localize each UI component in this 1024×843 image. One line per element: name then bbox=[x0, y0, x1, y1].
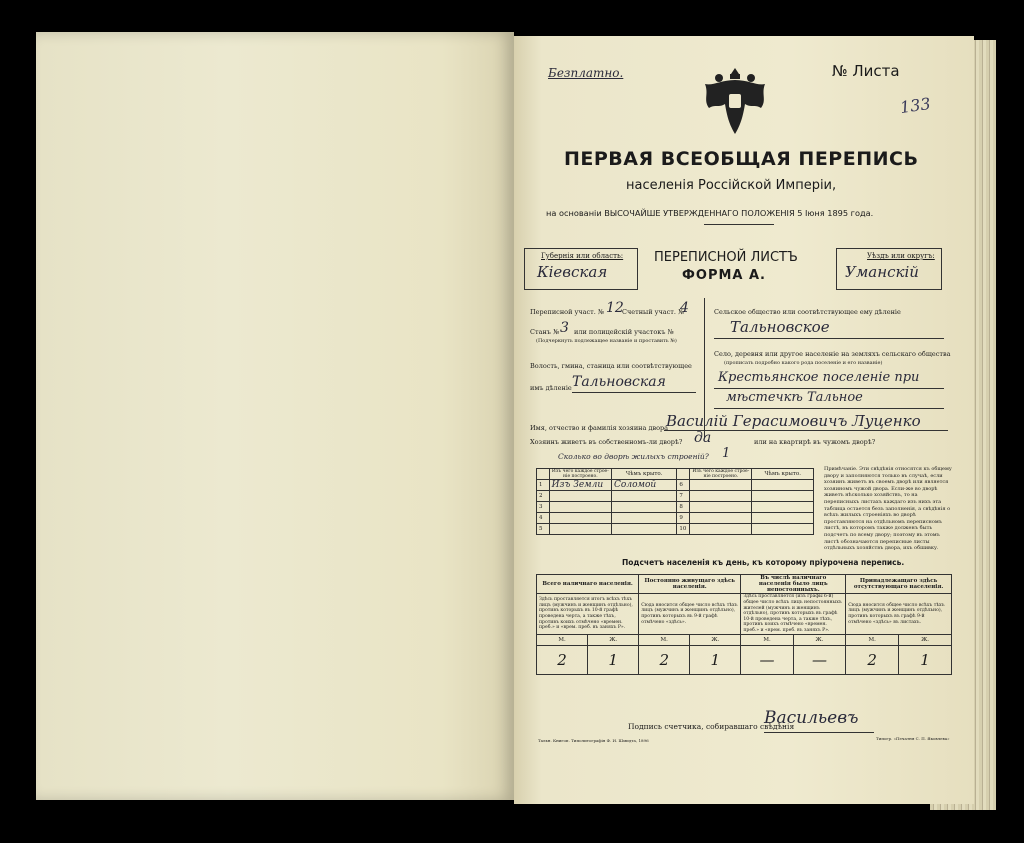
present-male-count: 2 bbox=[537, 646, 588, 675]
temporary-male-count: — bbox=[741, 646, 793, 675]
signature-label: Подпись счетчика, собиравшаго свѣдѣнія bbox=[628, 722, 795, 731]
male-header: М. bbox=[741, 635, 793, 646]
totals-header-temporary: Въ числѣ наличнаго населенія было лицъ непостоянныхъ. bbox=[741, 575, 846, 594]
absent-male-count: 2 bbox=[846, 646, 899, 675]
row-number: 5 bbox=[537, 524, 550, 535]
female-header: Ж. bbox=[793, 635, 845, 646]
female-header: Ж. bbox=[899, 635, 952, 646]
table-row bbox=[537, 491, 814, 502]
row-number: 9 bbox=[677, 513, 690, 524]
district-value: Уманскій bbox=[845, 263, 919, 281]
settlement-value-2: мѣстечкѣ Тальное bbox=[726, 390, 863, 405]
settlement-label: Село, деревня или другое населеніе на земляхъ сельскаго общества bbox=[714, 350, 951, 358]
present-female-count: 1 bbox=[588, 646, 639, 675]
totals-table bbox=[536, 574, 952, 675]
signature-underline bbox=[764, 732, 874, 733]
male-header: М. bbox=[639, 635, 690, 646]
settlement-underline-1 bbox=[714, 388, 944, 389]
buildings-value: 1 bbox=[722, 446, 731, 461]
totals-note-1: Здѣсь проставляется итогъ всѣхъ тѣхъ лицъ (мужчинъ и женщинъ отдѣльно), противъ которыхъ въ 10-й графѣ проведена черта, а также тѣхъ, противъ коихъ отмѣчено «времен. преб.» и «врем. преб. въ заняхъ Р». bbox=[537, 594, 639, 635]
table-row bbox=[537, 480, 814, 491]
province-box bbox=[524, 248, 638, 290]
left-blank-page bbox=[36, 32, 514, 800]
free-label: Безплатно. bbox=[548, 66, 624, 80]
totals-header-permanent: Постоянно живущаго здѣсь населенія. bbox=[639, 575, 741, 594]
community-value: Тальновское bbox=[730, 318, 830, 336]
sheet-number-label: № Листа bbox=[832, 62, 900, 80]
building-roof: Соломой bbox=[612, 480, 677, 491]
row-number: 4 bbox=[537, 513, 550, 524]
male-header: М. bbox=[846, 635, 899, 646]
stan-tail: или полицейскій участокъ № bbox=[574, 328, 674, 336]
male-header: М. bbox=[537, 635, 588, 646]
community-label: Сельское общество или соотвѣтствующее ему дѣленіе bbox=[714, 308, 901, 316]
stan-label: Станъ № bbox=[530, 328, 560, 336]
printer-right: Типогр. «Печатня С. П. Яковлева» bbox=[876, 736, 950, 741]
settlement-underline-2 bbox=[714, 408, 944, 409]
count-section-label: Счетный участ. № bbox=[622, 308, 685, 316]
district-label: Уѣздъ или округъ: bbox=[867, 252, 935, 260]
absent-female-count: 1 bbox=[899, 646, 952, 675]
census-section-value: 12 bbox=[606, 300, 624, 316]
stan-value: 3 bbox=[560, 320, 569, 336]
buildings-col-material-2: Изъ чего каждое строе- ніе построено. bbox=[690, 469, 752, 480]
lives-value: да bbox=[694, 430, 712, 446]
buildings-label: Сколько во дворѣ жилыхъ строеній? bbox=[558, 452, 709, 461]
table-row bbox=[537, 524, 814, 535]
printer-left: Тальн. Книгоп. Типолитографія Ф. И. Шмидта, 1896 bbox=[538, 738, 649, 743]
row-number: 7 bbox=[677, 491, 690, 502]
page-title: ПЕРВАЯ ВСЕОБЩАЯ ПЕРЕПИСЬ bbox=[564, 148, 919, 170]
totals-header-absent: Принадлежащаго здѣсь отсутствующаго населенія. bbox=[846, 575, 952, 594]
female-header: Ж. bbox=[690, 635, 741, 646]
female-header: Ж. bbox=[588, 635, 639, 646]
form-name: ФОРМА А. bbox=[682, 268, 766, 283]
row-number: 8 bbox=[677, 502, 690, 513]
volost-value: Тальновская bbox=[572, 374, 666, 390]
temporary-female-count: — bbox=[793, 646, 845, 675]
buildings-col-roof-2: Чѣмъ крыто. bbox=[752, 469, 814, 480]
buildings-col-roof: Чѣмъ крыто. bbox=[612, 469, 677, 480]
table-row bbox=[537, 502, 814, 513]
community-underline bbox=[714, 338, 944, 339]
buildings-table bbox=[536, 468, 814, 535]
count-section-value: 4 bbox=[680, 300, 689, 316]
row-number: 6 bbox=[677, 480, 690, 491]
totals-header-present: Всего наличнаго населенія. bbox=[537, 575, 639, 594]
totals-note-4: Сюда вносится общее число всѣхъ тѣхъ лицъ (мужчинъ и женщинъ отдѣльно), противъ которыхъ въ графѣ 9-й отмѣчено «здѣсь» въ листахъ. bbox=[846, 594, 952, 635]
totals-title: Подсчетъ населенія къ день, къ которому пріурочена перепись. bbox=[622, 558, 905, 567]
buildings-note: Примѣчаніе. Эти свѣдѣнія относятся къ общему двору и заполняются только въ случаѣ, если хозяинъ живетъ въ своемъ дворѣ или является хозяиномъ чужой двора. Если-же во дворѣ живетъ нѣсколько хозяйствъ, то на переписныхъ листахъ каждаго изъ нихъ эта таблица остается безъ заполненія, а свѣдѣнія о всѣхъ жилыхъ строеніяхъ во дворѣ проставляются на отдѣльномъ переписномъ листѣ, въ которомъ также долженъ быть подсчетъ по всему двору; поэтому въ этомъ листѣ обозначаются переписные листы отдѣльныхъ хозяйствъ двора, ихъ обшивку. bbox=[824, 466, 952, 552]
settlement-value-1: Крестьянское поселеніе при bbox=[718, 370, 920, 385]
sheet-number-value: 133 bbox=[898, 93, 932, 118]
row-number: 2 bbox=[537, 491, 550, 502]
census-form-page bbox=[514, 36, 974, 804]
stan-note: (Подчеркнуть подлежащее названіе и проставить №) bbox=[536, 338, 677, 344]
settlement-note: (прописать подробно какого рода поселеніе и его названіе) bbox=[724, 360, 883, 366]
double-headed-eagle-icon bbox=[699, 64, 771, 138]
page-subtitle: населенія Россійской Имперіи, bbox=[626, 178, 837, 193]
district-box bbox=[836, 248, 942, 290]
permanent-male-count: 2 bbox=[639, 646, 690, 675]
province-label: Губернія или область: bbox=[541, 252, 624, 260]
buildings-col-material: Изъ чего каждое строе- ніе построено. bbox=[549, 469, 611, 480]
volost-underline bbox=[572, 392, 696, 393]
ornament-divider bbox=[704, 224, 774, 225]
row-number: 1 bbox=[537, 480, 550, 491]
row-number: 10 bbox=[677, 524, 690, 535]
row-number: 3 bbox=[537, 502, 550, 513]
volost-label: Волость, гмина, станица или соотвѣтствующее bbox=[530, 362, 692, 370]
permanent-female-count: 1 bbox=[690, 646, 741, 675]
totals-note-2: Сюда вносится общее число всѣхъ тѣхъ лицъ (мужчинъ и женщинъ отдѣльно), противъ которыхъ въ 9-й графѣ отмѣчено «здѣсь». bbox=[639, 594, 741, 635]
building-material: Изъ Земли bbox=[549, 480, 611, 491]
sheet-title: ПЕРЕПИСНОЙ ЛИСТЪ bbox=[654, 250, 798, 265]
signature-value: Васильевъ bbox=[764, 708, 859, 728]
census-section-label: Переписной участ. № bbox=[530, 308, 604, 316]
volost-label-2: имъ дѣленіе bbox=[530, 384, 572, 392]
lives-label: Хозяинъ живетъ въ собственномъ-ли дворѣ? bbox=[530, 438, 683, 446]
lives-tail: или на квартирѣ въ чужомъ дворѣ? bbox=[754, 438, 876, 446]
province-value: Кіевская bbox=[537, 263, 608, 281]
owner-value: Василій Герасимовичъ Луценко bbox=[666, 412, 921, 430]
owner-label: Имя, отчество и фамилія хозяина двора bbox=[530, 424, 669, 432]
totals-note-3: Здѣсь проставляется (изъ графы 6-й) общее число всѣхъ лицъ непостоянныхъ жителей (мужчинъ и женщинъ отдѣльно), противъ которыхъ въ графѣ 10-й проведена черта, а также тѣхъ, противъ коихъ отмѣчено «времен. преб.» и «врем. преб. въ заняхъ Р». bbox=[741, 594, 846, 635]
table-row bbox=[537, 513, 814, 524]
basis-text: на основаніи ВЫСОЧАЙШЕ УТВЕРЖДЕННАГО ПОЛОЖЕНІЯ 5 Іюня 1895 года. bbox=[546, 208, 874, 218]
